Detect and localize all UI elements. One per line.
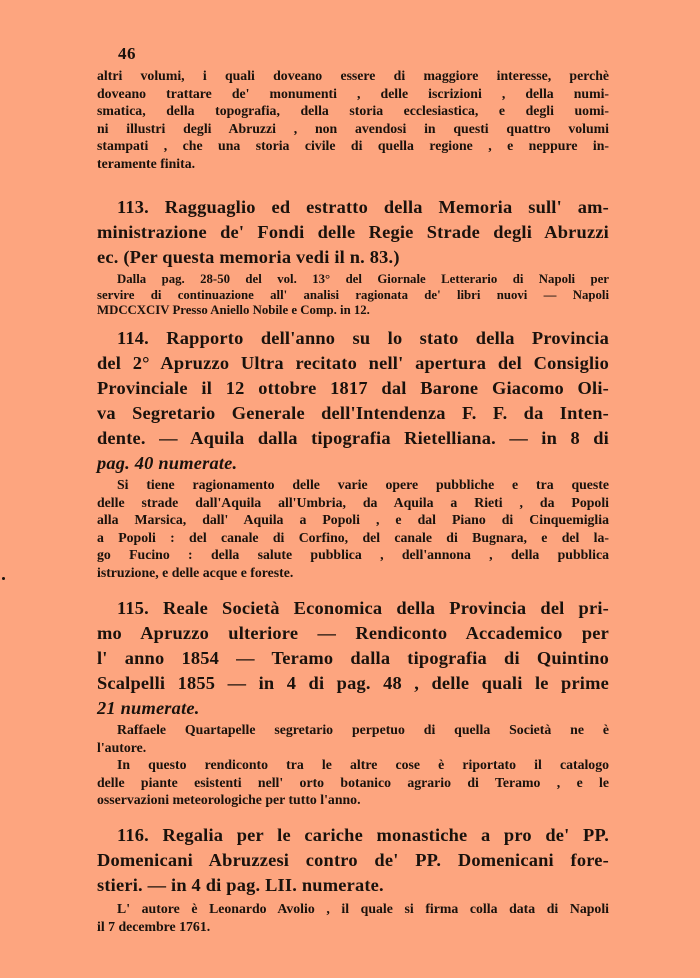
note-line: a Popoli : del canale di Corfino, del canale di Bugnara, e del la-	[97, 529, 609, 545]
entry-line: del 2° Apruzzo Ultra recitato nell' apertura del Consiglio	[97, 353, 609, 373]
entry-line: pag. 40 numerate.	[97, 453, 238, 473]
intro-line: stampati , che una storia civile di quella regione , e neppure in-	[97, 138, 609, 153]
entry-line: va Segretario Generale dell'Intendenza F. F. da Inten-	[97, 403, 609, 423]
note-line: Si tiene ragionamento delle varie opere pubbliche e tra queste	[117, 477, 609, 492]
page-number: 46	[118, 44, 136, 63]
intro-line: teramente finita.	[97, 155, 196, 171]
note-line: l'autore.	[97, 739, 147, 755]
entry-line: 21 numerate.	[97, 698, 200, 718]
entry-116-title	[97, 823, 609, 898]
entry-113-title	[97, 195, 609, 270]
note-line: il 7 decembre 1761.	[97, 918, 211, 934]
intro-line: altri volumi, i quali doveano essere di maggiore interesse, perchè	[97, 68, 609, 83]
entry-line: ec. (Per questa memoria vedi il n. 83.)	[97, 247, 400, 267]
intro-paragraph	[97, 67, 609, 172]
entry-113-note	[97, 272, 609, 319]
entry-line: 116. Regalia per le cariche monastiche a pro de' PP.	[117, 825, 609, 845]
intro-line: ni illustri degli Abruzzi , non avendosi in questi quattro volumi	[97, 120, 609, 136]
intro-line: doveano trattare de' monumenti , delle iscrizioni , della numi-	[97, 85, 609, 101]
entry-line: mo Apruzzo ulteriore — Rendiconto Accademico per	[97, 623, 609, 643]
note-line: alla Marsica, dall' Aquila a Popoli , e dal Piano di Cinquemiglia	[97, 512, 609, 527]
note-line: servire di continuazione all' analisi ragionata de' libri nuovi — Napoli	[97, 287, 609, 302]
entry-line: ministrazione de' Fondi delle Regie Strade degli Abruzzi	[97, 222, 609, 242]
entry-line: l' anno 1854 — Teramo dalla tipografia di Quintino	[97, 648, 609, 668]
entry-115-note	[97, 721, 609, 809]
entry-line: 115. Reale Società Economica della Provincia del pri-	[117, 598, 609, 618]
entry-114-title	[97, 326, 609, 476]
note-line: delle piante esistenti nell' orto botanico agrario di Teramo , e le	[97, 774, 609, 790]
entry-116-note	[97, 900, 609, 935]
note-line: In questo rendiconto tra le altre cose è riportato il catalogo	[117, 757, 609, 772]
note-line: go Fucino : della salute pubblica , dell'annona , della pubblica	[97, 547, 609, 562]
note-line: Dalla pag. 28-50 del vol. 13° del Giornale Letterario di Napoli per	[117, 272, 609, 286]
entry-line: 113. Ragguaglio ed estratto della Memoria sull' am-	[117, 197, 609, 217]
note-line: istruzione, e delle acque e foreste.	[97, 564, 294, 580]
entry-line: stieri. — in 4 di pag. LII. numerate.	[97, 875, 384, 895]
entry-line: Scalpelli 1855 — in 4 di pag. 48 , delle quali le prime	[97, 673, 609, 693]
entry-line: 114. Rapporto dell'anno su lo stato della Provincia	[117, 328, 609, 348]
margin-speck	[2, 577, 5, 580]
entry-line: Domenicani Abruzzesi contro de' PP. Domenicani fore-	[97, 850, 609, 870]
entry-line: Provinciale il 12 ottobre 1817 dal Barone Giacomo Oli-	[97, 378, 609, 398]
note-line: L' autore è Leonardo Avolio , il quale si firma colla data di Napoli	[117, 901, 609, 916]
note-line: osservazioni meteorologiche per tutto l'anno.	[97, 792, 361, 807]
note-line: Raffaele Quartapelle segretario perpetuo di quella Società ne è	[117, 722, 609, 737]
note-line: MDCCXCIV Presso Aniello Nobile e Comp. in 12.	[97, 303, 370, 318]
entry-line: dente. — Aquila dalla tipografia Rietelliana. — in 8 di	[97, 428, 609, 448]
entry-115-title	[97, 596, 609, 721]
intro-line: smatica, della topografia, della storia ecclesiastica, e degli uomi-	[97, 103, 609, 118]
entry-114-note	[97, 476, 609, 581]
note-line: delle strade dall'Aquila all'Umbria, da Aquila a Rieti , da Popoli	[97, 494, 609, 510]
